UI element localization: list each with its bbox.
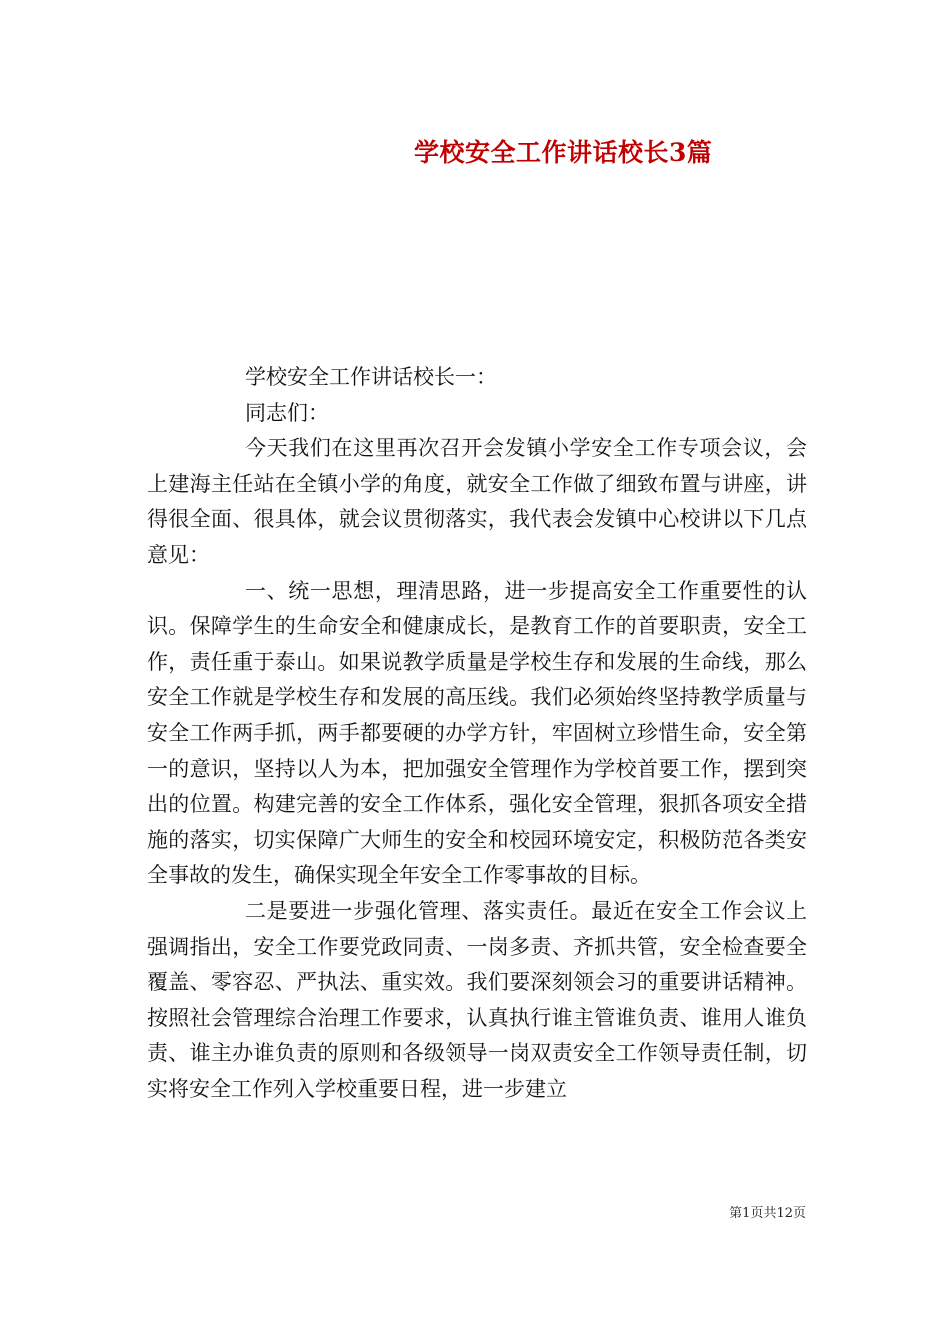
document-body (147, 360, 807, 1107)
paragraph-point-one: 一、统一思想，理清思路，进一步提高安全工作重要性的认识。保障学生的生命安全和健康成长，是教育工作的首要职责，安全工作，责任重于泰山。如果说教学质量是学校生存和发展的生命线，那么安全工作就是学校生存和发展的高压线。我们必须始终坚持教学质量与安全工作两手抓，两手都要硬的办学方针，牢固树立珍惜生命，安全第一的意识，坚持以人为本，把加强安全管理作为学校首要工作，摆到突出的位置。构建完善的安全工作体系，强化安全管理，狠抓各项安全措施的落实，切实保障广大师生的安全和校园环境安定，积极防范各类安全事故的发生，确保实现全年安全工作零事故的目标。 (147, 578, 807, 888)
section-heading: 学校安全工作讲话校长一： (245, 365, 497, 389)
salutation: 同志们： (245, 400, 329, 425)
page-number: 第1页共12页 (729, 1206, 806, 1221)
page-title: 学校安全工作讲话校长3篇 (414, 138, 713, 167)
paragraph-intro: 今天我们在这里再次召开会发镇小学安全工作专项会议，会上建海主任站在全镇小学的角度，就安全工作做了细致布置与讲座，讲得很全面、很具体，就会议贯彻落实，我代表会发镇中心校讲以下几点意见： (147, 436, 807, 567)
paragraph-point-two: 二是要进一步强化管理、落实责任。最近在安全工作会议上强调指出，安全工作要党政同责、一岗多责、齐抓共管，安全检查要全覆盖、零容忍、严执法、重实效。我们要深刻领会习的重要讲话精神。按照社会管理综合治理工作要求，认真执行谁主管谁负责、谁用人谁负责、谁主办谁负责的原则和各级领导一岗双责安全工作领导责任制，切实将安全工作列入学校重要日程，进一步建立 (147, 898, 807, 1101)
